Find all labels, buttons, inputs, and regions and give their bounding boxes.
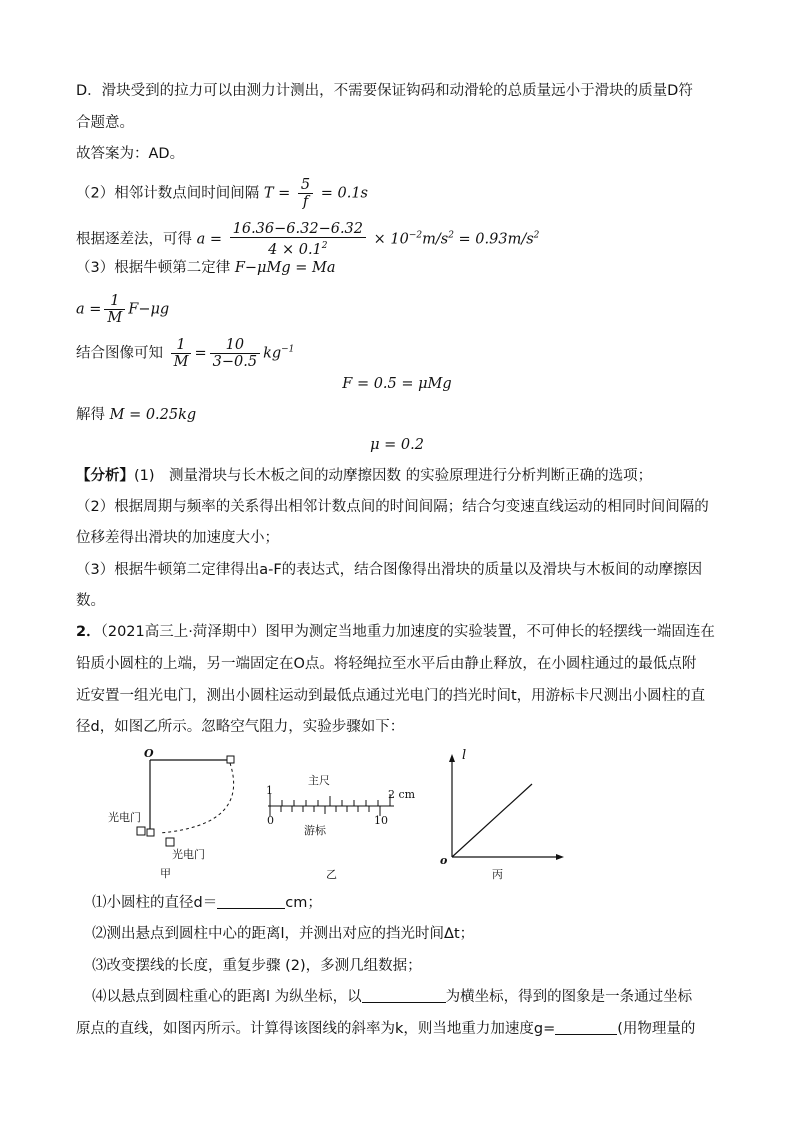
figure-jia-caption: 甲	[160, 867, 171, 880]
eq-time-interval-fraction	[298, 177, 313, 210]
question-2-number: 2．	[76, 624, 101, 640]
analysis-tag: 【分析】	[76, 468, 134, 484]
figure-bing-caption: 丙	[492, 868, 503, 881]
eq-time-interval-T: T =	[263, 185, 291, 202]
eq-a-of-F	[76, 293, 169, 326]
figure-yi-tick-10: 10	[374, 814, 388, 827]
eq-acceleration-exp1: −2	[408, 230, 423, 241]
frac-den: f	[302, 194, 309, 210]
figure-bing-y-label: l	[462, 748, 467, 763]
question-2-text-1: 图甲为测定当地重力加速度的实验装置，不可伸长的轻摆线一端固连在	[265, 624, 715, 640]
figure-bing-origin: o	[440, 854, 448, 867]
eq-inverse-mass-frac2	[210, 337, 260, 370]
step-1-text-a: ⑴小圆柱的直径d＝	[92, 895, 218, 911]
analysis-line-2b: 位移差得出滑块的加速度大小；	[76, 530, 279, 546]
eq-inverse-mass-frac1	[171, 337, 192, 370]
question-2-line-4: 径d，如图乙所示。忽略空气阻力，实验步骤如下：	[76, 719, 405, 735]
frac-den	[230, 238, 366, 258]
figure-jia-gate-1: 光电门	[108, 811, 141, 824]
eq-inverse-mass-unit: kg	[263, 345, 282, 362]
eq-acceleration	[76, 221, 539, 258]
frac-den-exp: 2	[321, 241, 328, 251]
step-4-text-b: 为横坐标，得到的图象是一条通过坐标	[445, 989, 693, 1005]
step-4	[92, 987, 692, 1007]
step-4-cont-blank	[555, 1020, 617, 1035]
eq-inverse-mass-exp: −1	[281, 344, 295, 355]
option-d-line-1: D．滑块受到的拉力可以由测力计测出，不需要保证钩码和动滑轮的总质量远小于滑块的质量D符	[76, 83, 693, 99]
eq-newton-formula: F−μMg = Ma	[234, 260, 336, 276]
analysis-line-2a: （2）根据周期与频率的关系得出相邻计数点间的时间间隔；结合匀变速直线运动的相同时间间隔的	[76, 499, 709, 515]
eq-time-interval	[76, 177, 368, 210]
eq-mass-result-formula: M = 0.25kg	[109, 407, 197, 423]
frac-den: 3−0.5	[212, 354, 258, 370]
analysis-line-1	[76, 466, 652, 486]
figure-yi	[258, 774, 418, 881]
analysis-line-3a: （3）根据牛顿第二定律得出a-F的表达式，结合图像得出滑块的质量以及滑块与木板间的动摩擦因	[76, 562, 703, 578]
eq-inverse-mass-eq: =	[194, 345, 207, 362]
eq-newton	[76, 258, 335, 278]
eq-a-of-F-rest: F−μg	[128, 301, 170, 318]
figure-yi-caption: 乙	[326, 868, 337, 881]
figure-yi-vernier: 游标	[304, 824, 326, 837]
frac-den: M	[107, 310, 123, 326]
figure-yi-main-scale: 主尺	[308, 774, 330, 787]
figure-jia	[100, 745, 250, 880]
eq-acceleration-exp3: 2	[533, 230, 540, 241]
step-1-blank	[217, 894, 285, 909]
eq-acceleration-a: a =	[196, 231, 223, 248]
question-2-line-1	[76, 622, 715, 642]
step-4-continued	[76, 1019, 695, 1039]
analysis-line-3b: 数。	[76, 593, 105, 609]
eq-acceleration-unit: m/s	[422, 231, 449, 248]
eq-acceleration-times: × 10	[373, 231, 409, 248]
step-1	[92, 893, 322, 913]
eq-inverse-mass-prefix: 结合图像可知	[76, 345, 163, 362]
figure-bing-svg	[432, 752, 572, 867]
eq-time-interval-prefix: （2）相邻计数点间时间间隔	[76, 185, 260, 202]
frac-num: 1	[104, 293, 125, 310]
figure-jia-gate-2: 光电门	[172, 848, 205, 861]
eq-acceleration-fraction	[230, 221, 366, 258]
question-2-line-3: 近安置一组光电门，测出小圆柱运动到最低点通过光电门的挡光时间t，用游标卡尺测出小圆柱的直	[76, 688, 706, 704]
eq-a-of-F-a: a =	[76, 301, 102, 318]
frac-den: M	[173, 354, 189, 370]
answer-line: 故答案为：AD。	[76, 146, 185, 162]
step-4-cont-text-a: 原点的直线，如图丙所示。计算得该图线的斜率为k，则当地重力加速度g=	[76, 1021, 556, 1037]
eq-mass-result	[76, 405, 196, 425]
eq-acceleration-exp2: 2	[448, 230, 454, 241]
eq-time-interval-result: = 0.1s	[320, 185, 368, 202]
figure-bing	[432, 748, 572, 882]
step-4-text-a: ⑷以悬点到圆柱重心的距离l 为纵坐标，以	[92, 989, 362, 1005]
eq-a-of-F-fraction	[104, 293, 125, 326]
analysis-text-1: (1) 测量滑块与长木板之间的动摩擦因数 的实验原理进行分析判断正确的选项；	[134, 468, 653, 484]
eq-force-friction: F = 0.5 = μMg	[342, 376, 452, 392]
figure-jia-origin: O	[144, 747, 154, 760]
eq-inverse-mass	[76, 337, 294, 370]
frac-num: 5	[298, 177, 313, 194]
step-4-blank	[362, 988, 446, 1003]
step-4-cont-text-b: (用物理量的	[617, 1021, 696, 1037]
frac-num: 10	[210, 337, 260, 354]
frac-num: 16.36−6.32−6.32	[230, 221, 366, 238]
question-2-source: （2021高三上·菏泽期中）	[100, 624, 266, 640]
step-1-text-b: cm；	[285, 895, 322, 911]
eq-acceleration-prefix: 根据逐差法，可得	[76, 231, 192, 248]
frac-num: 1	[171, 337, 192, 354]
step-2: ⑵测出悬点到圆柱中心的距离l，并测出对应的挡光时间Δt；	[92, 926, 475, 942]
figure-yi-tick-0: 0	[267, 814, 274, 827]
figure-yi-tick-2cm: 2 cm	[388, 788, 416, 801]
step-3: ⑶改变摆线的长度，重复步骤 (2)，多测几组数据；	[92, 958, 422, 974]
eq-mass-result-prefix: 解得	[76, 407, 105, 423]
figure-yi-tick-1: 1	[266, 784, 273, 797]
option-d-line-2: 合题意。	[76, 115, 134, 131]
eq-newton-prefix: （3）根据牛顿第二定律	[76, 260, 231, 276]
frac-den-base: 4 × 0.1	[268, 242, 322, 258]
eq-mu-result: μ = 0.2	[370, 437, 424, 453]
eq-acceleration-result: = 0.93m/s	[458, 231, 534, 248]
question-2-line-2: 铅质小圆柱的上端，另一端固定在O点。将轻绳拉至水平后由静止释放，在小圆柱通过的最低点附	[76, 656, 697, 672]
